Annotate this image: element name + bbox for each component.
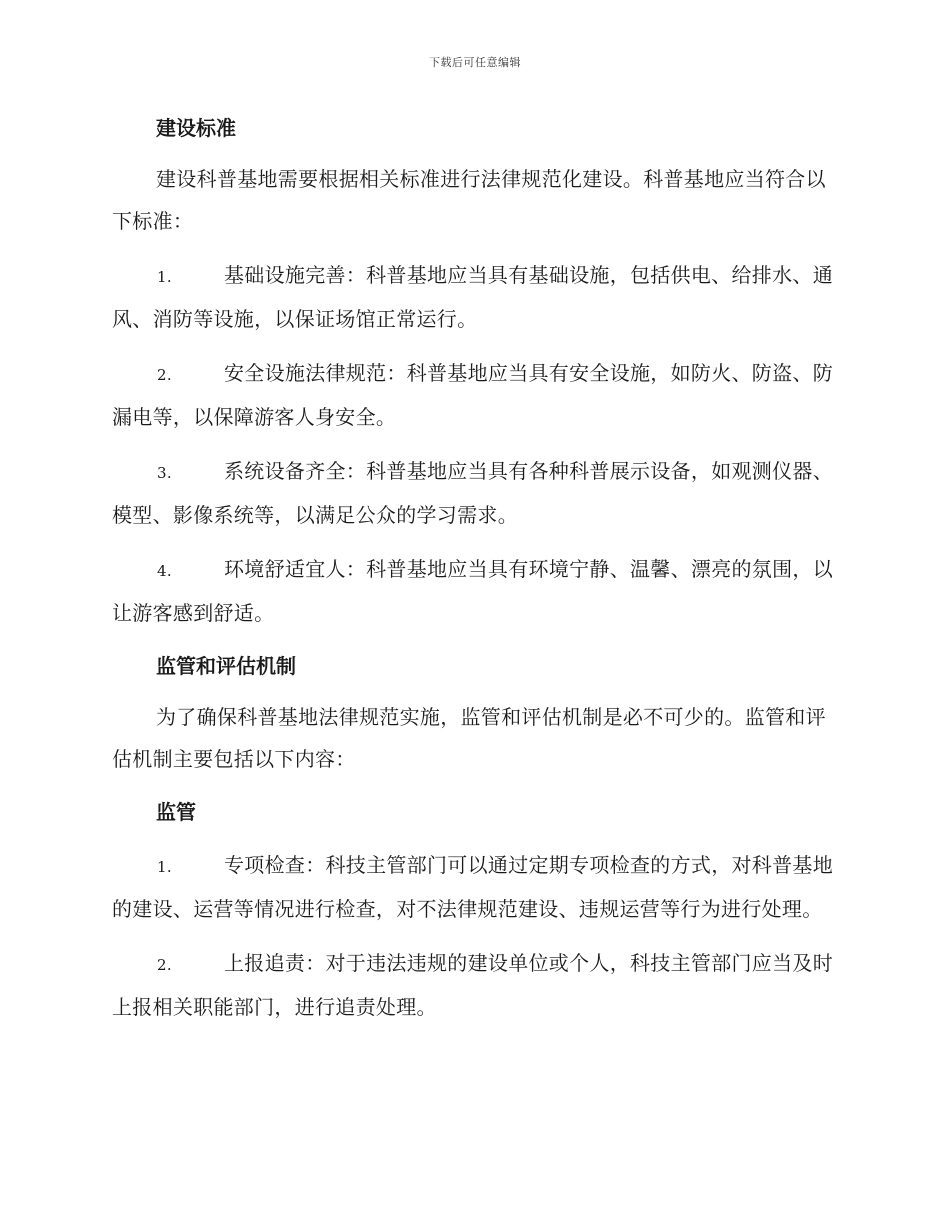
list-item-number: 4. bbox=[157, 562, 172, 580]
list-item-text: 系统设备齐全：科普基地应当具有各种科普展示设备，如观测仪器、模型、影像系统等，以满足公众的学习需求。 bbox=[112, 459, 833, 527]
list-item-number: 2. bbox=[157, 366, 172, 384]
list-item bbox=[112, 844, 836, 930]
document-body bbox=[112, 108, 836, 1028]
heading-supervision-evaluation: 监管和评估机制 bbox=[156, 654, 296, 678]
list-item-text: 环境舒适宜人：科普基地应当具有环境宁静、温馨、漂亮的氛围，以让游客感到舒适。 bbox=[112, 557, 833, 625]
list-item bbox=[112, 352, 836, 438]
list-item-text: 安全设施法律规范：科普基地应当具有安全设施，如防火、防盗、防漏电等，以保障游客人身安全。 bbox=[112, 361, 833, 429]
list-item bbox=[112, 942, 836, 1028]
list-item-number: 3. bbox=[157, 464, 172, 482]
heading-supervision: 监管 bbox=[156, 800, 196, 824]
paragraph-supervision-intro: 为了确保科普基地法律规范实施，监管和评估机制是必不可少的。监管和评估机制主要包括以下内容： bbox=[112, 705, 826, 771]
heading-standards: 建设标准 bbox=[156, 116, 236, 140]
list-item-text: 基础设施完善：科普基地应当具有基础设施，包括供电、给排水、通风、消防等设施，以保证场馆正常运行。 bbox=[112, 263, 833, 331]
list-item bbox=[112, 450, 836, 536]
page-header: 下载后可任意编辑 bbox=[429, 56, 521, 69]
list-item-number: 1. bbox=[157, 858, 172, 876]
list-item bbox=[112, 548, 836, 634]
list-item-number: 1. bbox=[157, 268, 172, 286]
list-item bbox=[112, 254, 836, 340]
list-item-number: 2. bbox=[157, 956, 172, 974]
list-item-text: 专项检查：科技主管部门可以通过定期专项检查的方式，对科普基地的建设、运营等情况进行检查，对不法律规范建设、违规运营等行为进行处理。 bbox=[112, 853, 833, 921]
paragraph-standards-intro: 建设科普基地需要根据相关标准进行法律规范化建设。科普基地应当符合以下标准： bbox=[112, 167, 826, 233]
list-item-text: 上报追责：对于违法违规的建设单位或个人，科技主管部门应当及时上报相关职能部门，进行追责处理。 bbox=[112, 951, 833, 1019]
